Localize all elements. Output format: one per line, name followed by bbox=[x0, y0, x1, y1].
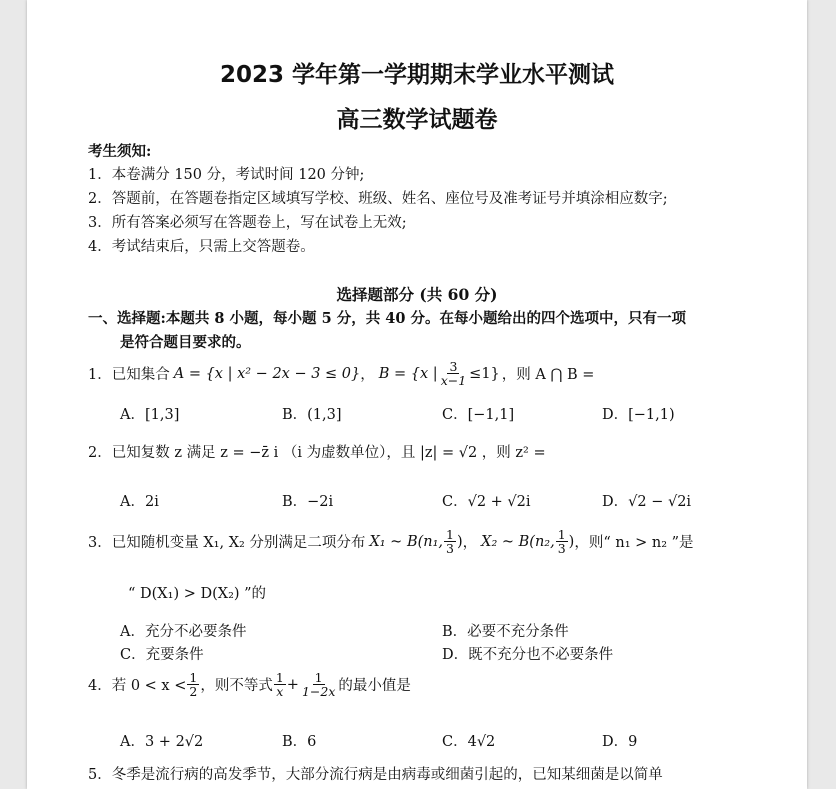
q3-prefix: 3．已知随机变量 X₁, X₂ 分别满足二项分布 bbox=[88, 535, 366, 552]
q4-mid: ，则不等式 bbox=[200, 678, 273, 695]
q1-sep: ， bbox=[360, 367, 375, 384]
q1-option-c: C．[−1,1] bbox=[442, 407, 515, 423]
q4-frac2-den: 1−2x bbox=[301, 684, 336, 700]
question-1 bbox=[88, 360, 594, 387]
q3-fraction-2 bbox=[556, 528, 568, 555]
q2-option-d: D．√2 − √2i bbox=[602, 494, 692, 510]
section-instruction-line2: 是符合题目要求的。 bbox=[120, 334, 251, 351]
q2-option-c: C．√2 + √2i bbox=[442, 494, 531, 510]
q3-sep: ， bbox=[462, 535, 478, 552]
q3-option-a: A．充分不必要条件 bbox=[120, 624, 247, 640]
q2-option-a: A．2i bbox=[120, 494, 159, 510]
q4-fraction-1 bbox=[274, 671, 286, 698]
q4-prefix: 4．若 0 < x < bbox=[88, 678, 187, 695]
notice-item-2: 2．答题前，在答题卷指定区域填写学校、班级、姓名、座位号及准考证号并填涂相应数字; bbox=[88, 191, 668, 207]
q1-set-b-prefix: B = {x | bbox=[378, 365, 438, 382]
q3-frac2-num: 1 bbox=[557, 527, 566, 542]
notice-heading: 考生须知: bbox=[88, 143, 152, 160]
exam-subtitle: 高三数学试题卷 bbox=[336, 107, 498, 133]
q3-option-c: C．充要条件 bbox=[120, 647, 204, 663]
q4-fraction-2 bbox=[300, 671, 337, 698]
q3-option-d: D．既不充分也不必要条件 bbox=[442, 647, 614, 663]
q1-frac-num: 3 bbox=[449, 359, 458, 374]
q1-option-b: B．(1,3] bbox=[282, 407, 342, 423]
q3-frac2-den: 3 bbox=[557, 541, 566, 557]
q4-option-d: D．9 bbox=[602, 734, 638, 750]
question-2: 2．已知复数 z 满足 z = −z̄ i （i 为虚数单位），且 |z| = √2 ，则 z² = bbox=[88, 445, 546, 461]
q3-close-2: ) bbox=[568, 533, 575, 550]
section-heading: 选择题部分 (共 60 分) bbox=[336, 285, 498, 304]
q1-option-d: D．[−1,1) bbox=[602, 407, 675, 423]
question-5: 5．冬季是流行病的高发季节，大部分流行病是由病毒或细菌引起的，已知某细菌是以简单 bbox=[88, 767, 663, 783]
notice-item-4: 4．考试结束后，只需上交答题卷。 bbox=[88, 239, 315, 255]
q3-line2: “ D(X₁) > D(X₂) ”的 bbox=[128, 586, 267, 602]
exam-title: 2023 学年第一学期期末学业水平测试 bbox=[219, 62, 615, 88]
q4-option-a: A．3 + 2√2 bbox=[120, 734, 204, 750]
q4-plus: + bbox=[286, 676, 299, 693]
q3-tail: ，则“ n₁ > n₂ ”是 bbox=[574, 535, 694, 552]
question-4 bbox=[88, 671, 411, 698]
q4-fraction-half bbox=[187, 671, 199, 698]
q1-frac-den: x−1 bbox=[440, 373, 467, 389]
q1-prefix: 1．已知集合 bbox=[88, 367, 170, 384]
q4-half-num: 1 bbox=[189, 670, 198, 685]
q4-option-b: B．6 bbox=[282, 734, 317, 750]
notice-item-1: 1．本卷满分 150 分，考试时间 120 分钟; bbox=[88, 167, 365, 183]
q3-fraction-1 bbox=[444, 528, 456, 555]
q4-tail: 的最小值是 bbox=[338, 678, 411, 695]
exam-page bbox=[27, 0, 807, 789]
q3-frac1-den: 3 bbox=[446, 541, 454, 557]
q1-fraction bbox=[439, 360, 468, 387]
section-instruction-line1: 一、选择题:本题共 8 小题，每小题 5 分，共 40 分。在每小题给出的四个选项中，只有一项 bbox=[88, 310, 686, 327]
q3-dist1: X₁ ~ B(n₁, bbox=[369, 533, 444, 550]
q4-frac2-num: 1 bbox=[314, 670, 323, 685]
q4-frac1-den: x bbox=[276, 684, 284, 700]
notice-item-3: 3．所有答案必须写在答题卷上，写在试卷上无效; bbox=[88, 215, 407, 231]
q4-frac1-num: 1 bbox=[275, 670, 284, 685]
q1-set-b-suffix: ≤1} bbox=[469, 365, 500, 382]
q3-option-b: B．必要不充分条件 bbox=[442, 624, 569, 640]
q3-dist2: X₂ ~ B(n₂, bbox=[481, 533, 555, 550]
q4-half-den: 2 bbox=[189, 684, 198, 700]
q1-set-a: A = {x | x² − 2x − 3 ≤ 0} bbox=[173, 365, 361, 382]
q3-frac1-num: 1 bbox=[446, 527, 454, 542]
q2-option-b: B．−2i bbox=[282, 494, 334, 510]
q1-option-a: A．[1,3] bbox=[120, 407, 180, 423]
q3-close-1: ) bbox=[456, 533, 463, 550]
question-3 bbox=[88, 528, 694, 555]
q1-tail: ，则 A ⋂ B = bbox=[501, 367, 595, 384]
q4-option-c: C．4√2 bbox=[442, 734, 496, 750]
